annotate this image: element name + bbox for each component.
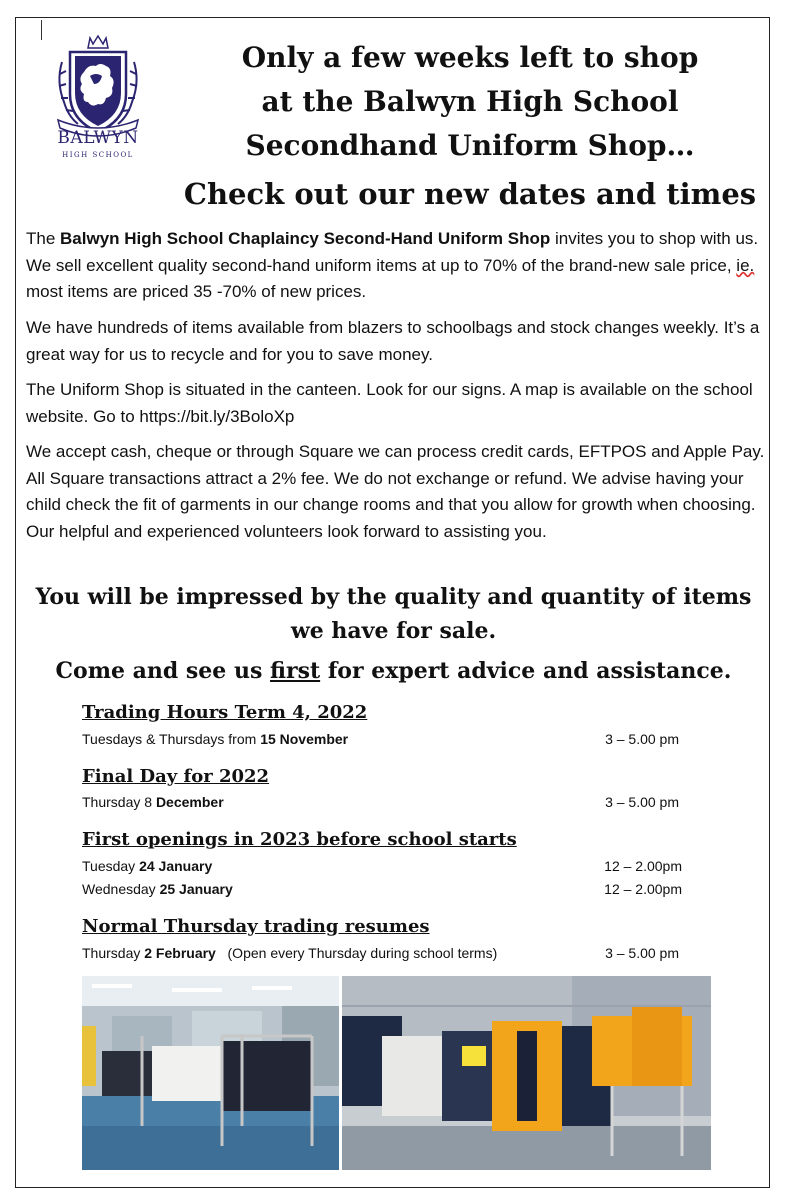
row-date: December [155, 794, 224, 810]
headline-dates: Check out our new dates and times [183, 177, 757, 211]
location-paragraph: The Uniform Shop is situated in the canteen. Look for our signs. A map is available on the school website. Go to https://bit.ly/3BoloXp [26, 380, 753, 426]
section-title-final-day: Final Day for 2022 [82, 766, 270, 787]
logo-subtitle: HIGH SCHOOL [62, 151, 134, 159]
come-heading [26, 654, 761, 688]
intro-text: invites you to shop with us. We sell excellent quality second-hand uniform items at up to 70% of the brand-new sale price, [26, 229, 759, 275]
row-time: 3 – 5.00 pm [605, 731, 679, 747]
row-day: Thursday [82, 945, 145, 961]
section-title-first-openings: First openings in 2023 before school starts [82, 829, 517, 850]
row-day: Thursday 8 [82, 794, 156, 810]
section-title-normal-trading: Normal Thursday trading resumes [82, 916, 430, 937]
payment-paragraph: We accept cash, cheque or through Square we can process credit cards, EFTPOS and Apple Pay. All Square transactions attract a 2% fee. We do not exchange or refund. We advise having your child check the fit of garments in our change rooms and that you allow for growth when choosing. Our helpful and experienced volunteers look forward to assisting you. [26, 442, 765, 541]
row-time: 3 – 5.00 pm [605, 794, 679, 810]
row-date: 25 January [159, 881, 233, 897]
row-day: Tuesday [82, 858, 140, 874]
row-date: 24 January [139, 858, 213, 874]
schedule-row [82, 792, 682, 812]
headline-line-3: Secondhand Uniform Shop… [245, 129, 695, 162]
row-note: (Open every Thursday during school terms) [215, 945, 498, 961]
row-time: 12 – 2.00pm [604, 858, 682, 874]
schedule-row [82, 943, 682, 963]
row-time: 3 – 5.00 pm [605, 945, 679, 961]
shop-interior-photo [82, 976, 339, 1170]
intro-ie: ie. [736, 255, 755, 275]
stock-paragraph: We have hundreds of items available from blazers to schoolbags and stock changes weekly. It’s a great way for us to recycle and for you to save money. [26, 318, 760, 364]
headline-line-2: at the Balwyn High School [261, 85, 679, 118]
section-title-term4: Trading Hours Term 4, 2022 [82, 702, 368, 723]
come-post: for expert advice and assistance. [320, 658, 732, 684]
intro-paragraph [26, 226, 766, 306]
schedule-row [82, 729, 682, 749]
intro-pre: The [26, 229, 61, 248]
come-pre: Come and see us [55, 658, 271, 684]
row-date: 2 February [144, 945, 216, 961]
intro-prices: most items are priced 35 -70% of new prices. [26, 282, 367, 301]
row-day: Wednesday [82, 881, 160, 897]
school-logo [48, 32, 148, 166]
come-first: first [270, 658, 321, 684]
row-time: 12 – 2.00pm [604, 881, 682, 897]
row-date: 15 November [260, 731, 349, 747]
schedule-row [82, 856, 682, 876]
intro-shop-name: Balwyn High School Chaplaincy Second-Hand Uniform Shop [60, 229, 551, 248]
row-day: Tuesdays & Thursdays from [82, 731, 261, 747]
schedule-row [82, 879, 682, 899]
impress-heading: You will be impressed by the quality and quantity of items we have for sale. [35, 584, 752, 644]
text-cursor [41, 20, 42, 40]
logo-name: BALWYN [57, 128, 139, 148]
shop-photos [82, 976, 711, 1170]
headline-line-1: Only a few weeks left to shop [241, 41, 699, 74]
uniform-racks-photo [342, 976, 711, 1170]
